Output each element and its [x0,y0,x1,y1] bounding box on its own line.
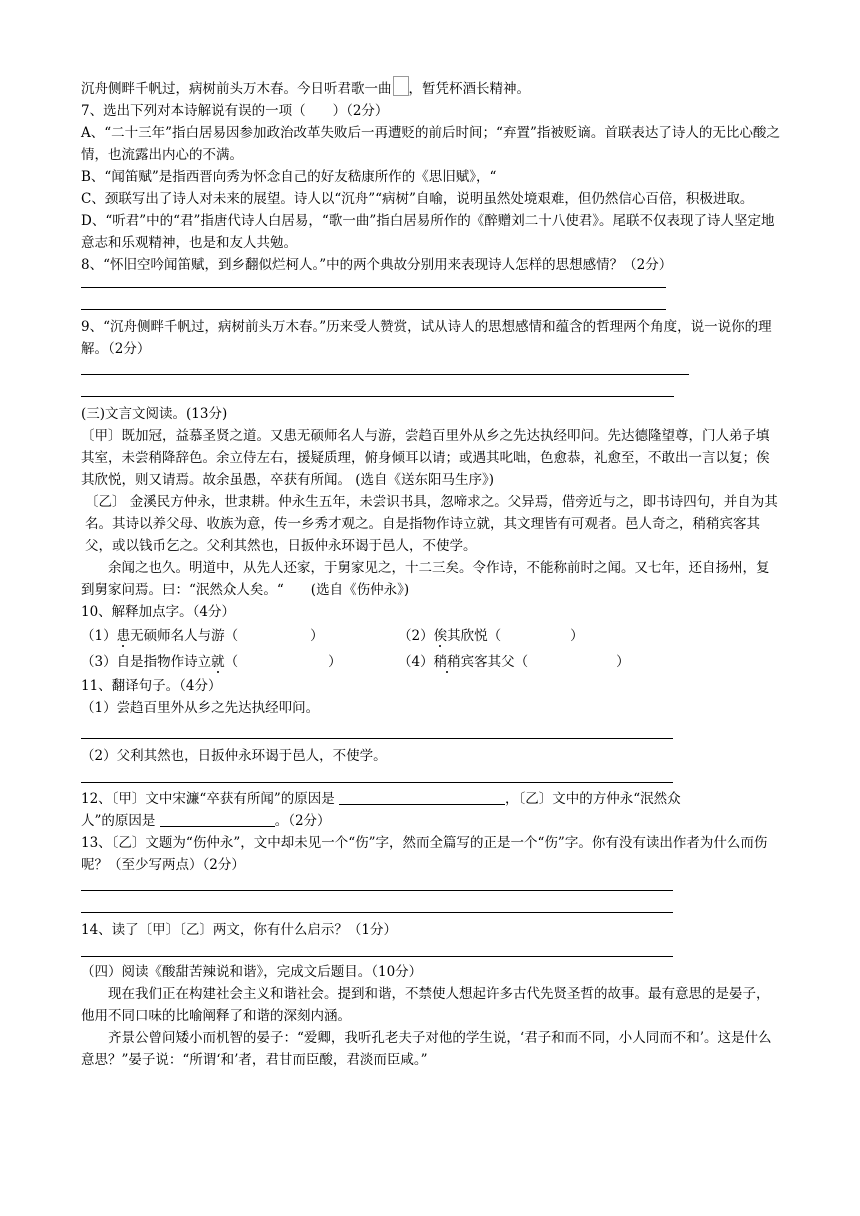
q10-stem: 10、解释加点字。（4分） [81,604,236,620]
q7-stem: 7、选出下列对本诗解说有误的一项（ ）（2分） [81,103,389,119]
q12-blank-2[interactable] [160,812,275,827]
q11-stem: 11、翻译句子。（4分） [81,678,222,694]
q13-stem: 13、〔乙〕文题为“伤仲永”，文中却未见一个“伤”字，然而全篇写的正是一个“伤”字。你有没有读出作者为什么而伤呢？（至少写两点）（2分） [81,835,768,873]
q10-row-1 [81,623,781,649]
section3-jia: 〔甲〕既加冠，益慕圣贤之道。又患无硕师名人与游，尝趋百里外从乡之先达执经叩问。先达德隆望尊，门人弟子填其室，未尝稍降辞色。余立侍左右，援疑质理，俯身倾耳以请；或遇其叱咄，色愈恭，礼愈至，不敢出一言以复；俟其欣悦，则又请焉。故余虽愚，卒获有所闻。 (选自《送东阳马生序》) [81,428,770,488]
q10-item-3: （3）自是指物作诗立就（ ） [81,654,342,670]
q8-stem: 8、“怀旧空吟闻笛赋，到乡翻似烂柯人。”中的两个典故分别用来表现诗人怎样的思想感情？（2分） [81,257,673,273]
q7-option-b: B、“闻笛赋”是指西晋向秀为怀念自己的好友嵇康所作的《思旧赋》，“ [81,169,497,185]
q7-option-a: A、“二十三年”指白居易因参加政治改革失败后一再遭贬的前后时间；“弃置”指被贬谪。首联表达了诗人的无比心酸之情，也流露出内心的不满。 [81,125,780,163]
q12-text: 12、〔甲〕文中宋濂“卒获有所闻”的原因是 ，〔乙〕文中的方仲永“泯然众 人”的原因是 。（2分） [81,791,681,829]
q12-blank-1[interactable] [339,790,505,805]
image-placeholder-icon [393,76,409,96]
q11-sentence-1: （1）尝趋百里外从乡之先达执经叩问。 [81,700,320,716]
section4-p1: 现在我们正在构建社会主义和谐社会。提到和谐，不禁使人想起许多古代先贤圣哲的故事。最有意思的是晏子，他用不同口味的比喻阐释了和谐的深刻内涵。 [81,986,770,1024]
section3-title: (三)文言文阅读。(13分) [81,406,228,422]
q11-sentence-2: （2）父利其然也，日扳仲永环谒于邑人，不使学。 [81,748,387,764]
section4-title: （四）阅读《酸甜苦辣说和谐》，完成文后题目。（10分） [81,964,423,980]
section3-yi-p2: 余闻之也久。明道中，从先人还家，于舅家见之，十二三矣。令作诗，不能称前时之闻。又七年，还自扬州，复到舅家问焉。曰：“泯然众人矣。“ (选自《伤仲永》) [81,560,770,598]
exam-page [81,76,781,1071]
q9-stem: 9、“沉舟侧畔千帆过，病树前头万木春。”历来受人赞赏，试从诗人的思想感情和蕴含的哲理两个角度，说一说你的理解。（2分） [81,319,772,357]
q10-item-4: （4）稍稍宾客其父（ ） [398,654,630,670]
poem-line [81,76,781,100]
q10-item-1: （1）患无硕师名人与游（ ） [81,628,324,644]
q10-item-2: （2）俟其欣悦（ ） [398,628,584,644]
q14-stem: 14、读了〔甲〕〔乙〕两文，你有什么启示？（1分） [81,922,398,938]
q7-option-c: C、颈联写出了诗人对未来的展望。诗人以“沉舟”“病树”自喻，说明虽然处境艰难，但仍然信心百倍，积极进取。 [81,191,754,207]
poem-line-before: 沉舟侧畔千帆过，病树前头万木春。今日听君歌一曲 [81,81,392,97]
poem-line-after: ，暂凭杯酒长精神。 [408,81,530,97]
section3-yi-p1: 〔乙〕 金溪民方仲永，世隶耕。仲永生五年，未尝识书具，忽啼求之。父异焉，借旁近与之，即书诗四句，并自为其名。其诗以养父母、收族为意，传一乡秀才观之。自是指物作诗立就，其文理皆有可观者。邑人奇之，稍稍宾客其父，或以钱币乞之。父利其然也，日扳仲永环谒于邑人，不使学。 [85,494,778,554]
q7-option-d: D、“听君”中的“君”指唐代诗人白居易，“歌一曲”指白居易所作的《醉赠刘二十八使君》。尾联不仅表现了诗人坚定地意志和乐观精神，也是和友人共勉。 [81,213,775,251]
q10-row-2 [81,649,781,675]
section4-p2: 齐景公曾问矮小而机智的晏子：“爱卿，我听孔老夫子对他的学生说，‘君子和而不同，小人同而不和’。这是什么意思？”晏子说：“所谓‘和’者，君甘而臣酸，君淡而臣咸。” [81,1030,772,1068]
